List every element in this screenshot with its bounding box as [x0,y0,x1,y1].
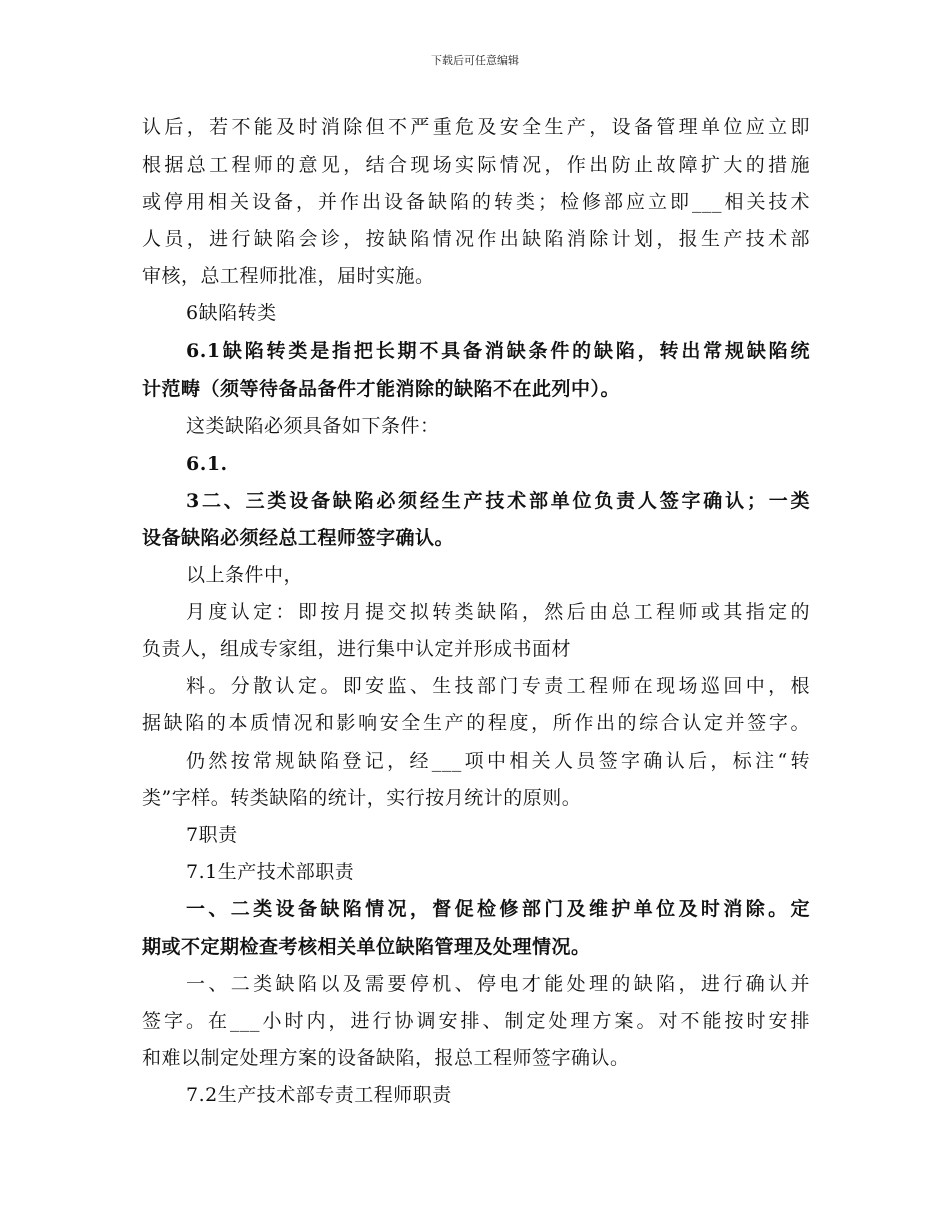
text-line-bold: 3二、三类设备缺陷必须经生产技术部单位负责人签字确认；一类 [186,490,810,512]
text-line-bold: 一、二类设备缺陷情况，督促检修部门及维护单位及时消除。定 [186,898,810,920]
subsection-heading: 7.2生产技术部专责工程师职责 [186,1084,452,1106]
text-line: 这类缺陷必须具备如下条件： [186,415,440,437]
section-heading: 6缺陷转类 [186,302,277,324]
text-line: 人员，进行缺陷会诊，按缺陷情况作出缺陷消除计划，报生产技术部 [142,228,810,250]
text-line: 认后，若不能及时消除但不严重危及安全生产，设备管理单位应立即 [142,116,810,138]
text-line: 据缺陷的本质情况和影响安全生产的程度，所作出的综合认定并签字。 [142,712,810,734]
text-line-bold: 计范畴（须等待备品备件才能消除的缺陷不在此列中）。 [142,378,621,400]
page-header: 下载后可任意编辑 [431,54,519,67]
text-line: 月度认定：即按月提交拟转类缺陷，然后由总工程师或其指定的 [186,601,810,623]
text-line: 审核，总工程师批准，届时实施。 [142,265,435,287]
section-heading: 7职责 [186,824,238,846]
text-line-bold: 设备缺陷必须经总工程师签字确认。 [142,527,455,549]
text-line: 负责人，组成专家组，进行集中认定并形成书面材 [142,638,572,660]
text-line-bold: 期或不定期检查考核相关单位缺陷管理及处理情况。 [142,936,591,958]
subsection-heading: 7.1生产技术部职责 [186,861,355,883]
text-line: 签字。在___小时内，进行协调安排、制定处理方案。对不能按时安排 [142,1010,810,1032]
text-line: 料。分散认定。即安监、生技部门专责工程师在现场巡回中，根 [186,675,810,697]
text-line: 或停用相关设备，并作出设备缺陷的转类；检修部应立即___相关技术 [142,191,810,213]
text-line-bold: 6.1. [186,453,228,475]
text-line: 和难以制定处理方案的设备缺陷，报总工程师签字确认。 [142,1047,630,1069]
text-line: 以上条件中， [186,564,304,586]
text-line-bold: 6.1缺陷转类是指把长期不具备消缺条件的缺陷，转出常规缺陷统 [186,340,810,362]
text-line: 根据总工程师的意见，结合现场实际情况，作出防止故障扩大的措施 [142,154,810,176]
text-line: 一、二类缺陷以及需要停机、停电才能处理的缺陷，进行确认并 [186,973,810,995]
text-line: 仍然按常规缺陷登记，经___项中相关人员签字确认后，标注“转 [186,750,810,772]
text-line: 类”字样。转类缺陷的统计，实行按月统计的原则。 [142,787,582,809]
